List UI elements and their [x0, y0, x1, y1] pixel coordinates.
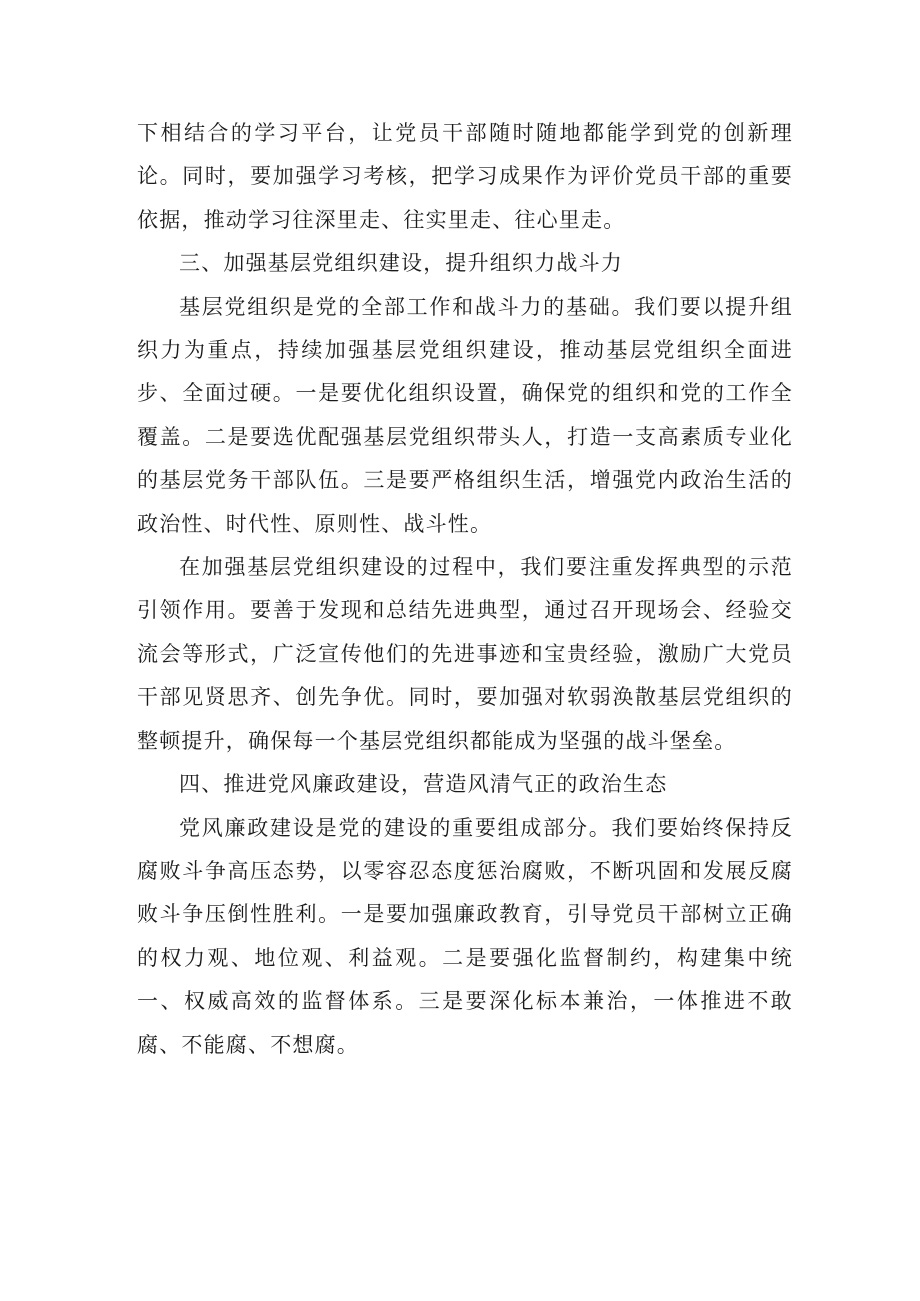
document-body	[137, 112, 793, 1067]
section-heading-three: 三、加强基层党组织建设，提升组织力战斗力	[179, 251, 623, 276]
paragraph-clean-governance: 党风廉政建设是党的建设的重要组成部分。我们要始终保持反腐败斗争高压态势，以零容忍态度惩治腐败，不断巩固和发展反腐败斗争压倒性胜利。一是要加强廉政教育，引导党员干部树立正确的权力观、地位观、利益观。二是要强化监督制约，构建集中统一、权威高效的监督体系。三是要深化标本兼治，一体推进不敢腐、不能腐、不想腐。	[137, 815, 793, 1057]
paragraph-exemplary-role: 在加强基层党组织建设的过程中，我们要注重发挥典型的示范引领作用。要善于发现和总结先进典型，通过召开现场会、经验交流会等形式，广泛宣传他们的先进事迹和宝贵经验，激励广大党员干部见贤思齐、创先争优。同时，要加强对软弱涣散基层党组织的整顿提升，确保每一个基层党组织都能成为坚强的战斗堡垒。	[137, 555, 793, 753]
paragraph-grassroots-organization: 基层党组织是党的全部工作和战斗力的基础。我们要以提升组织力为重点，持续加强基层党组织建设，推动基层党组织全面进步、全面过硬。一是要优化组织设置，确保党的组织和党的工作全覆盖。二是要选优配强基层党组织带头人，打造一支高素质专业化的基层党务干部队伍。三是要严格组织生活，增强党内政治生活的政治性、时代性、原则性、战斗性。	[137, 294, 793, 536]
section-heading-four: 四、推进党风廉政建设，营造风清气正的政治生态	[179, 772, 668, 797]
paragraph-continuation: 下相结合的学习平台，让党员干部随时随地都能学到党的创新理论。同时，要加强学习考核，把学习成果作为评价党员干部的重要依据，推动学习往深里走、往实里走、往心里走。	[137, 121, 793, 232]
